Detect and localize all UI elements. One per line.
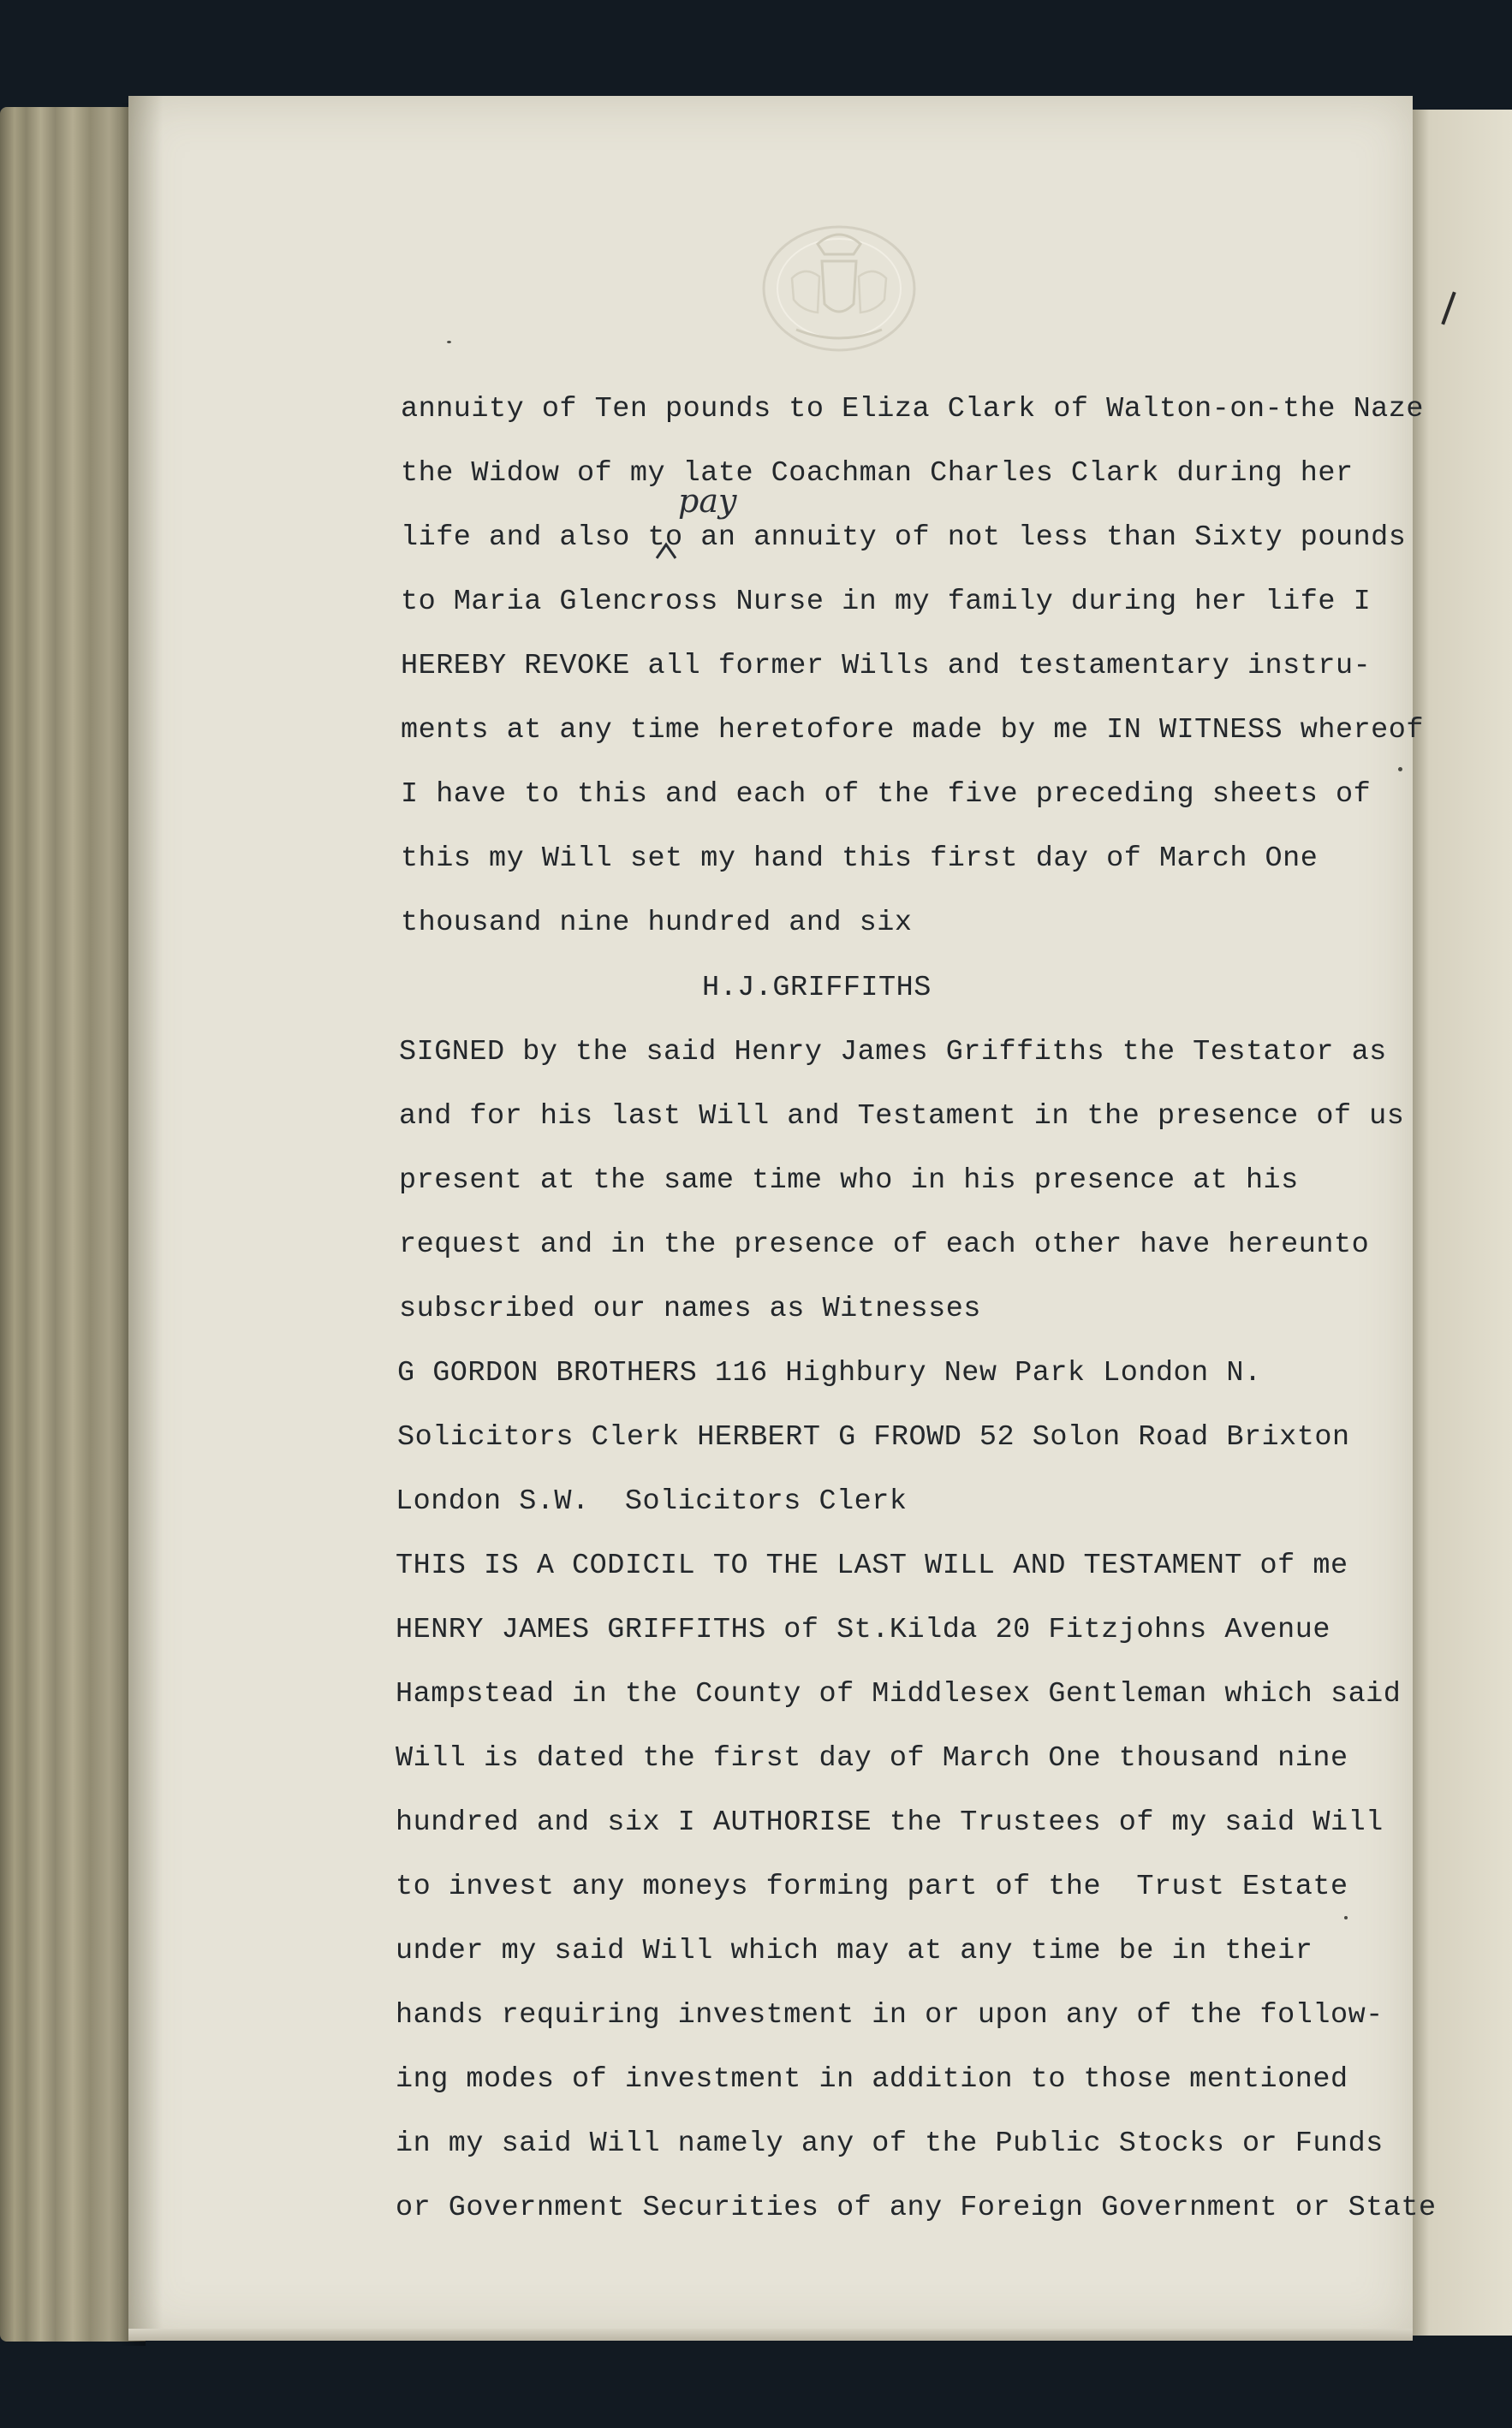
text-line-1: annuity of Ten pounds to Eliza Clark of Walton-on-the Naze: [401, 393, 1424, 425]
text-line-2: the Widow of my late Coachman Charles Clark during her: [401, 457, 1354, 490]
page-mark: [1344, 1916, 1348, 1919]
signature-line: H.J.GRIFFITHS: [702, 972, 932, 1004]
text-line-21: Will is dated the first day of March One thousand nine: [396, 1742, 1348, 1775]
text-line-5: HEREBY REVOKE all former Wills and testamentary instru-: [401, 650, 1372, 682]
text-line-11: and for his last Will and Testament in the presence of us: [399, 1100, 1405, 1133]
text-line-17: London S.W. Solicitors Clerk: [396, 1485, 908, 1518]
text-line-7: I have to this and each of the five preceding sheets of: [401, 778, 1372, 811]
text-line-9: thousand nine hundred and six: [401, 907, 913, 939]
text-line-3: life and also to an annuity of not less than Sixty pounds: [401, 521, 1407, 554]
text-line-28: or Government Securities of any Foreign Government or State: [396, 2192, 1437, 2224]
text-line-13: request and in the presence of each other have hereunto: [399, 1229, 1370, 1261]
text-line-19: HENRY JAMES GRIFFITHS of St.Kilda 20 Fitzjohns Avenue: [396, 1614, 1330, 1646]
text-line-25: hands requiring investment in or upon any of the follow-: [396, 1999, 1384, 2032]
text-line-22: hundred and six I AUTHORISE the Trustees of my said Will: [396, 1806, 1384, 1839]
text-line-15: G GORDON BROTHERS 116 Highbury New Park London N.: [397, 1357, 1262, 1390]
text-line-6: ments at any time heretofore made by me IN WITNESS whereof: [401, 714, 1424, 747]
text-line-23: to invest any moneys forming part of the Trust Estate: [396, 1871, 1348, 1903]
text-line-14: subscribed our names as Witnesses: [399, 1293, 981, 1325]
handwritten-insert: pay: [678, 482, 737, 520]
text-line-16: Solicitors Clerk HERBERT G FROWD 52 Solon Road Brixton: [397, 1421, 1350, 1454]
text-line-20: Hampstead in the County of Middlesex Gentleman which said: [396, 1678, 1402, 1711]
insertion-caret-icon: [655, 541, 677, 560]
page-mark: [447, 341, 451, 343]
text-line-12: present at the same time who in his presence at his: [399, 1164, 1299, 1197]
text-line-26: ing modes of investment in addition to those mentioned: [396, 2063, 1348, 2096]
text-line-8: this my Will set my hand this first day of March One: [401, 842, 1319, 875]
text-line-27: in my said Will namely any of the Public Stocks or Funds: [396, 2127, 1384, 2160]
page-mark: [1398, 767, 1402, 771]
text-line-4: to Maria Glencross Nurse in my family during her life I: [401, 586, 1372, 618]
text-line-24: under my said Will which may at any time be in their: [396, 1935, 1313, 1967]
text-line-10: SIGNED by the said Henry James Griffiths the Testator as: [399, 1036, 1387, 1068]
text-line-18: THIS IS A CODICIL TO THE LAST WILL AND TESTAMENT of me: [396, 1550, 1348, 1582]
